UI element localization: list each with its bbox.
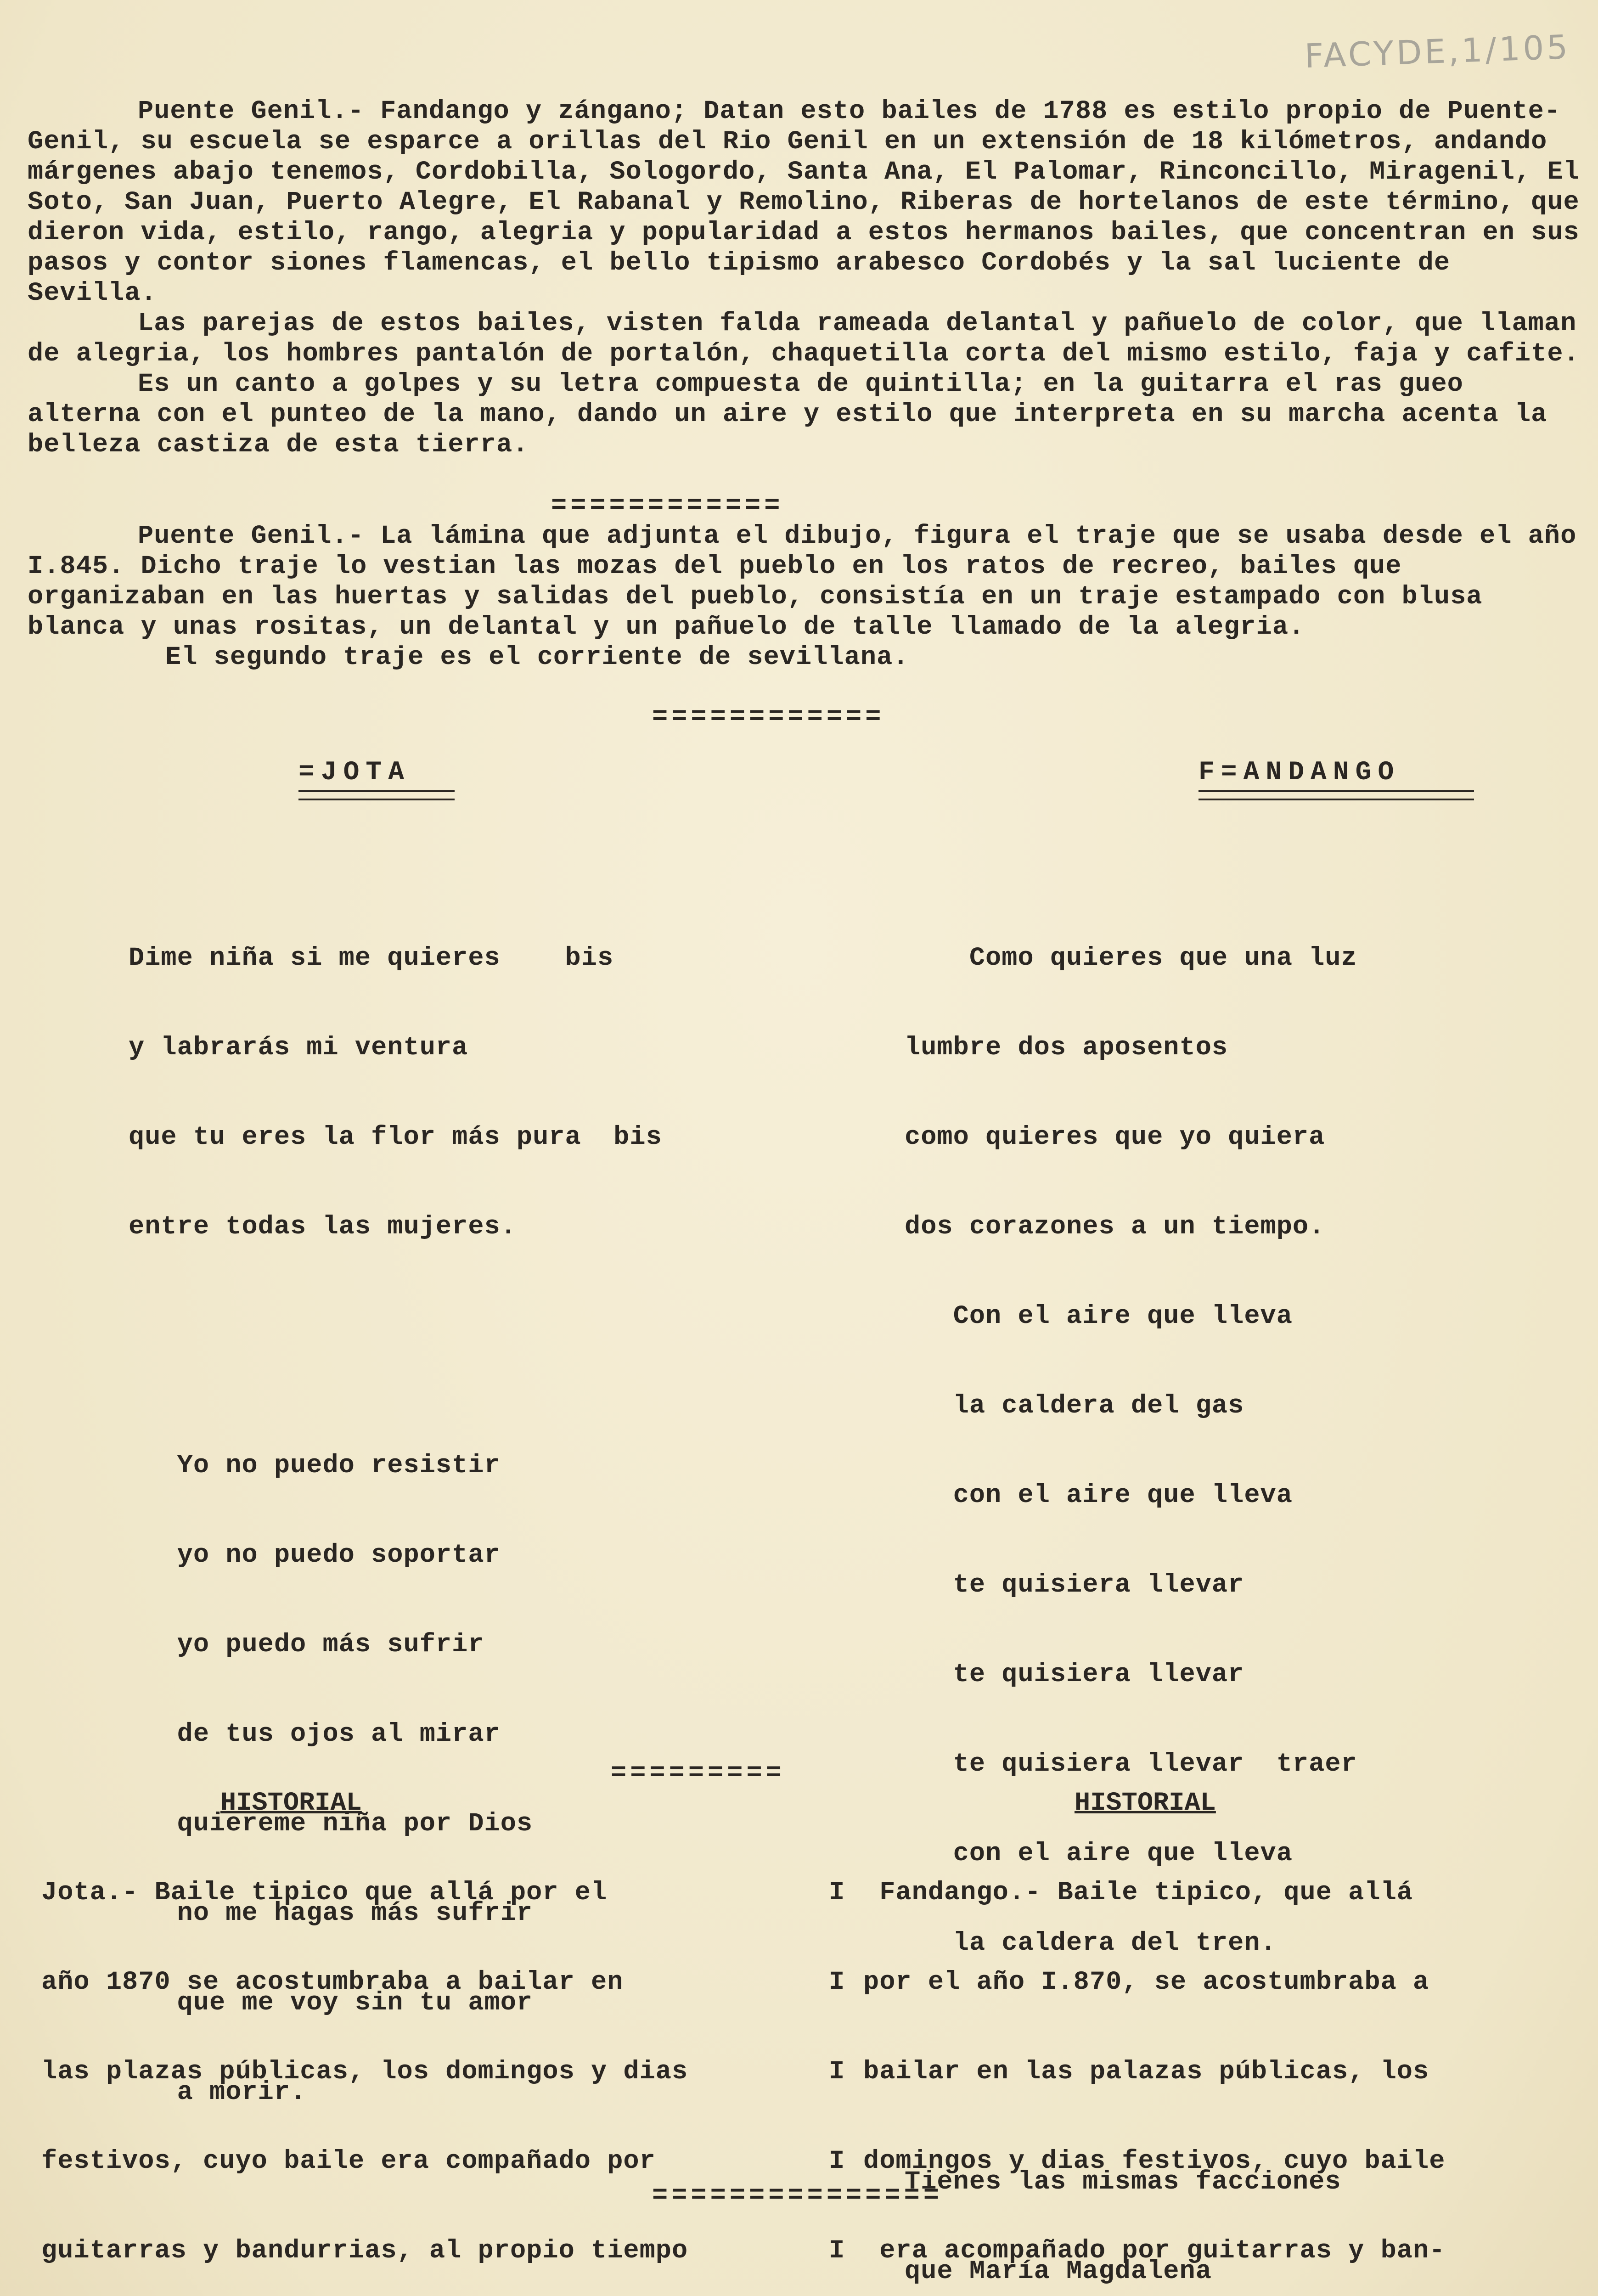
lamina-paragraph: Puente Genil.- La lámina que adjunta el dibujo, figura el traje que se usaba desde el año I.845. Dicho traje lo vestian las mozas del pueblo en los ratos de recreo, bailes que organizaban en las huertas y salidas del pueblo, consistía en un traje estampado con blusa blanca y unas rositas, un delantal y un pañuelo de talle llamado de la alegria.	[28, 522, 1577, 642]
separator-1: ============	[551, 491, 784, 521]
verse-line: y labrarás mi ventura	[129, 1033, 468, 1063]
verse-line: que me voy sin tu amor	[129, 1988, 533, 2018]
verse-line: la caldera del gas	[905, 1391, 1244, 1421]
verse-line: de tus ojos al mirar	[129, 1720, 501, 1749]
historial-line: guitarras y bandurrias, al propio tiempo	[41, 2236, 688, 2266]
historial-fandango-text	[863, 1818, 1478, 2296]
jota-stanza-1	[129, 884, 662, 1302]
verse-line: no me hagas más sufrir	[129, 1899, 533, 1928]
verse-line: Yo no puedo resistir	[129, 1451, 501, 1480]
fandango-title-text: F=ANDANGO	[1198, 758, 1401, 788]
column-divider-marks	[829, 1818, 860, 2296]
verse-line: Con el aire que lleva	[905, 1302, 1293, 1331]
fandango-title	[1198, 758, 1474, 800]
divider-mark: I	[829, 2057, 845, 2087]
verse-line: la caldera del tren.	[905, 1929, 1277, 1958]
historial-line: por el año I.870, se acostumbraba a	[863, 1968, 1429, 1997]
verse-line: que María Magdalena	[905, 2257, 1212, 2286]
historial-line: Jota.- Baile tipico que allá por el	[41, 1878, 608, 1908]
divider-mark: I	[829, 1878, 845, 1908]
verse-line: con el aire que lleva	[905, 1481, 1293, 1510]
intro-block	[28, 96, 1580, 460]
historial-line: era acompañado por guitarras y ban-	[863, 2236, 1446, 2266]
historial-jota-title: HISTORIAL	[220, 1789, 362, 1818]
verse-line: con el aire que lleva	[905, 1839, 1293, 1868]
verse-line: que tu eres la flor más pura bis	[129, 1123, 662, 1152]
historial-line: festivos, cuyo baile era compañado por	[41, 2147, 656, 2176]
divider-mark: I	[829, 2236, 845, 2266]
verse-line: entre todas las mujeres.	[129, 1212, 517, 1242]
verse-line: dos corazones a un tiempo.	[905, 1212, 1325, 1242]
historial-line: domingos y dias festivos, cuyo baile	[863, 2147, 1446, 2176]
verse-line: Dime niña si me quieres bis	[129, 944, 614, 973]
segundo-traje: El segundo traje es el corriente de sevillana.	[165, 643, 909, 672]
verse-line: te quisiera llevar	[905, 1570, 1244, 1600]
intro-paragraph-3: Es un canto a golpes y su letra compuesta de quintilla; en la guitarra el ras gueo alterna con el punteo de la mano, dando un aire y estilo que interpreta en su marcha acenta la belleza castiza de esta tierra.	[28, 370, 1547, 460]
archive-mark: FACYDE,1/105	[1304, 27, 1571, 76]
verse-line: Como quieres que una luz	[905, 944, 1357, 973]
verse-line: quiereme niña por Dios	[129, 1809, 533, 1839]
separator-3: =========	[611, 1759, 785, 1788]
verse-line: yo no puedo soportar	[129, 1541, 501, 1570]
separator-2: ============	[652, 703, 885, 732]
historial-jota-text	[41, 1818, 720, 2296]
intro-paragraph-2: Las parejas de estos bailes, visten falda rameada delantal y pañuelo de color, que llaman de alegria, los hombres pantalón de portalón, chaquetilla corta del mismo estilo, faja y cafite.	[28, 309, 1580, 369]
verse-line: Tienes las mismas facciones	[905, 2167, 1341, 2197]
historial-line: las plazas públicas, los domingos y dias	[41, 2057, 688, 2087]
historial-line: Fandango.- Baile tipico, que allá	[863, 1878, 1413, 1908]
historial-line: año 1870 se acostumbraba a bailar en	[41, 1968, 624, 1997]
fandango-title-underline	[1198, 790, 1474, 800]
verse-line: yo puedo más sufrir	[129, 1630, 484, 1660]
verse-line: te quisiera llevar	[905, 1660, 1244, 1689]
divider-mark: I	[829, 1968, 845, 1997]
separator-4: ===============	[652, 2181, 943, 2211]
verse-line: como quieres que yo quiera	[905, 1123, 1325, 1152]
verse-line: lumbre dos aposentos	[905, 1033, 1228, 1063]
historial-line: bailar en las palazas públicas, los	[863, 2057, 1429, 2087]
lamina-block	[28, 521, 1580, 673]
jota-title-underline	[298, 790, 455, 800]
divider-mark: I	[829, 2147, 845, 2176]
intro-paragraph-1: Puente Genil.- Fandango y zángano; Datan esto bailes de 1788 es estilo propio de Puente-Genil, su escuela se esparce a orillas del Rio Genil en un extensión de 18 kilómetros, andando márgenes abajo tenemos, Cordobilla, Sologordo, Santa Ana, El Palomar, Rinconcillo, Miragenil, El Soto, San Juan, Puerto Alegre, El Rabanal y Remolino, Riberas de hortelanos de este término, que dieron vida, estilo, rango, alegria y popularidad a estos hermanos bailes, que concentran en sus pasos y contor siones flamencas, el bello tipismo arabesco Cordobés y la sal luciente de Sevilla.	[28, 97, 1580, 308]
historial-fandango-title: HISTORIAL	[1075, 1789, 1216, 1818]
jota-title	[298, 758, 455, 800]
verse-line: te quisiera llevar traer	[905, 1750, 1357, 1779]
verse-line: a morir.	[129, 2078, 307, 2107]
jota-title-text: =JOTA	[298, 758, 411, 788]
